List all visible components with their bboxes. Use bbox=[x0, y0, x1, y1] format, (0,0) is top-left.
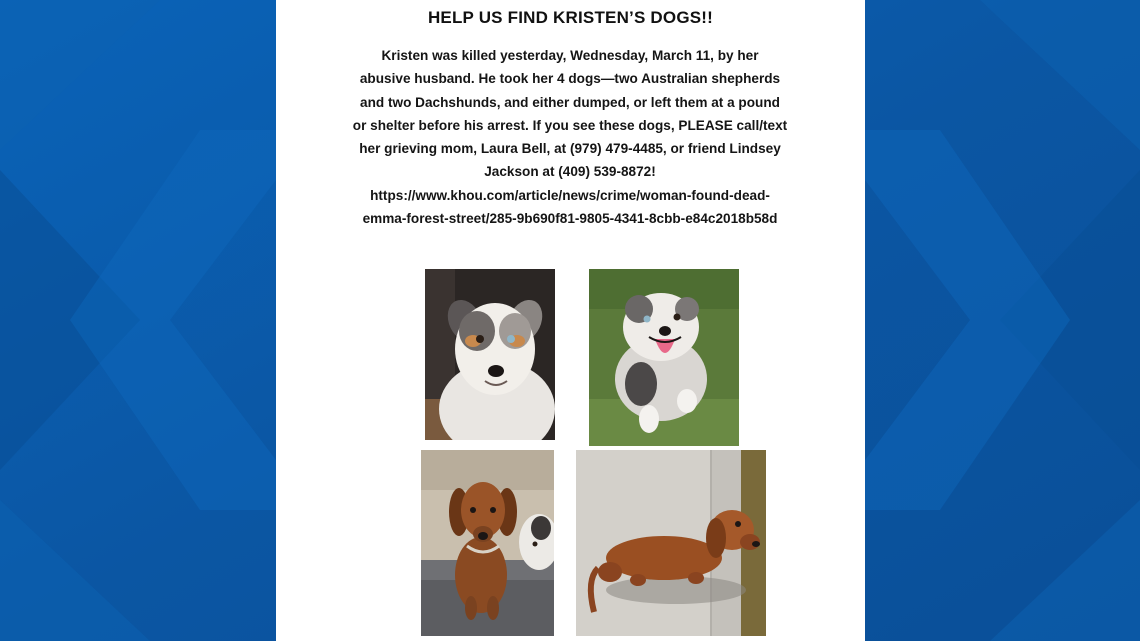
australian-shepherd-photo-1 bbox=[425, 269, 555, 440]
article-url-line: https://www.khou.com/article/news/crime/woman-found-dead- bbox=[370, 188, 770, 203]
flyer-body-line: and two Dachshunds, and either dumped, or left them at a pound bbox=[360, 94, 780, 110]
article-url bbox=[316, 184, 824, 231]
flyer-title: HELP US FIND KRISTEN’S DOGS!! bbox=[427, 8, 714, 27]
dachshund-photo-1 bbox=[421, 450, 554, 636]
flyer-body-line: Jackson at (409) 539-8872! bbox=[484, 164, 656, 180]
flyer-body bbox=[330, 44, 810, 184]
dachshund-photo-2 bbox=[576, 450, 766, 636]
flyer-body-line: abusive husband. He took her 4 dogs—two Australian shepherds bbox=[359, 71, 781, 87]
flyer-body-line: or shelter before his arrest. If you see these dogs, PLEASE call/text bbox=[352, 117, 788, 133]
flyer-body-line: Kristen was killed yesterday, Wednesday, March 11, by her bbox=[381, 48, 759, 63]
article-url-line: emma-forest-street/285-9b690f81-9805-4341-8cbb-e84c2018b58d bbox=[362, 211, 778, 227]
australian-shepherd-photo-2 bbox=[589, 269, 739, 446]
missing-dogs-flyer bbox=[276, 0, 865, 641]
flyer-body-line: her grieving mom, Laura Bell, at (979) 479-4485, or friend Lindsey bbox=[359, 141, 781, 157]
